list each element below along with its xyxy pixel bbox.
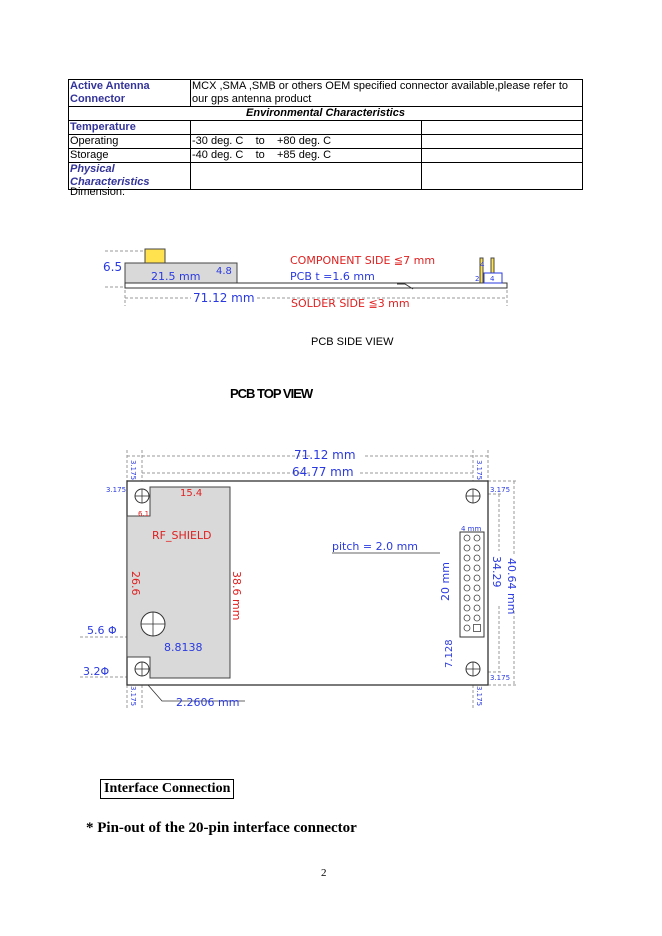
header-pin <box>474 615 480 621</box>
header-20pin <box>460 532 484 637</box>
header-pin <box>474 585 480 591</box>
header-pin <box>464 625 470 631</box>
hole-offset-label: 3.175 <box>490 674 511 682</box>
width-total-label: 71.12 mm <box>294 448 356 462</box>
hole-offset-label: 3.175 <box>106 486 127 494</box>
length-a-label: 21.5 mm <box>151 270 201 283</box>
header-pin <box>474 595 480 601</box>
pcb-board-side <box>125 283 507 288</box>
shield-width-label: 15.4 <box>180 488 203 499</box>
board-height-inner-label: 34.29 <box>490 556 503 588</box>
operating-value: -30 deg. C to +80 deg. C <box>191 135 422 149</box>
header-pin <box>474 555 480 561</box>
shield-height-left-label: 26.6 <box>129 571 142 596</box>
pitch-label: pitch = 2.0 mm <box>332 540 419 553</box>
solder-side-label: SOLDER SIDE ≦3 mm <box>291 297 410 310</box>
connector-top-label: 4 <box>480 261 485 269</box>
hole-offset-label: 3.175 <box>475 460 483 481</box>
env-heading: Environmental Characteristics <box>69 107 583 121</box>
header-pin <box>464 605 470 611</box>
pcb-top-view-drawing <box>80 446 530 716</box>
hole-offset-label: 3.175 <box>129 686 137 707</box>
header-offset-label: 7.128 <box>444 639 455 668</box>
table-row <box>69 121 583 135</box>
total-length-label: 71.12 mm <box>193 291 255 305</box>
connector-side-label: 2 <box>475 275 480 283</box>
operating-label: Operating <box>69 135 191 149</box>
antenna-value: MCX ,SMA ,SMB or others OEM specified connector available,please refer to our gps antenna product <box>191 80 583 107</box>
interface-connection-heading: Interface Connection <box>100 779 234 799</box>
table-row <box>69 135 583 149</box>
header-height-label: 20 mm <box>439 562 452 601</box>
table-row <box>69 80 583 107</box>
pcb-thickness-label: PCB t =1.6 mm <box>290 270 375 283</box>
header-pin <box>474 625 481 632</box>
hole-offset-label: 3.175 <box>129 460 137 481</box>
connector-box-label: 4 <box>490 275 495 283</box>
physical-label: Physical Characteristics <box>69 163 191 190</box>
board-height-total-label: 40.64 mm <box>505 558 518 615</box>
header-width-label: 4 mm <box>461 525 482 533</box>
dimension-label: Dimension: <box>70 186 126 198</box>
header-pin <box>464 535 470 541</box>
header-pin <box>474 605 480 611</box>
pinout-heading: * Pin-out of the 20-pin interface connector <box>86 820 357 836</box>
rf-shield-label: RF_SHIELD <box>152 529 212 542</box>
header-pin <box>464 555 470 561</box>
header-pin <box>464 545 470 551</box>
header-pin <box>474 545 480 551</box>
antenna-label: Active Antenna Connector <box>69 80 191 107</box>
table-row <box>69 163 583 190</box>
storage-value: -40 deg. C to +85 deg. C <box>191 149 422 163</box>
mount-hole-label: 3.2Φ <box>83 665 110 678</box>
header-pin <box>464 575 470 581</box>
header-pin <box>474 535 480 541</box>
pcb-side-view-caption: PCB SIDE VIEW <box>311 336 394 348</box>
header-pin <box>474 575 480 581</box>
shield-height-right-label: 38.6 mm <box>230 571 243 621</box>
header-pin <box>474 565 480 571</box>
height-label: 6.5 <box>103 260 123 274</box>
temperature-label: Temperature <box>69 121 191 135</box>
bottom-offset-label: 2.2606 mm <box>176 696 240 709</box>
header-pin <box>464 595 470 601</box>
hole-offset-label: 3.175 <box>490 486 511 494</box>
antenna-hole-label: 5.6 Φ <box>87 624 117 637</box>
hole-offset-label: 3.175 <box>475 686 483 707</box>
pcb-top-view-heading: PCB TOP VIEW <box>230 386 313 401</box>
component-side-label: COMPONENT SIDE ≦7 mm <box>290 254 436 267</box>
page-number: 2 <box>321 867 327 879</box>
header-pin <box>464 615 470 621</box>
antenna-offset-label: 8.8138 <box>164 641 203 654</box>
shield-offset-label: 6.1 <box>138 510 150 518</box>
spec-table <box>68 79 583 190</box>
header-pin <box>464 585 470 591</box>
width-inner-label: 64.77 mm <box>292 465 354 479</box>
storage-label: Storage <box>69 149 191 163</box>
pcb-side-view-drawing <box>95 240 525 315</box>
header-pin <box>464 565 470 571</box>
table-row <box>69 107 583 121</box>
length-b-label: 4.8 <box>216 266 232 277</box>
table-row <box>69 149 583 163</box>
antenna-connector <box>145 249 165 263</box>
